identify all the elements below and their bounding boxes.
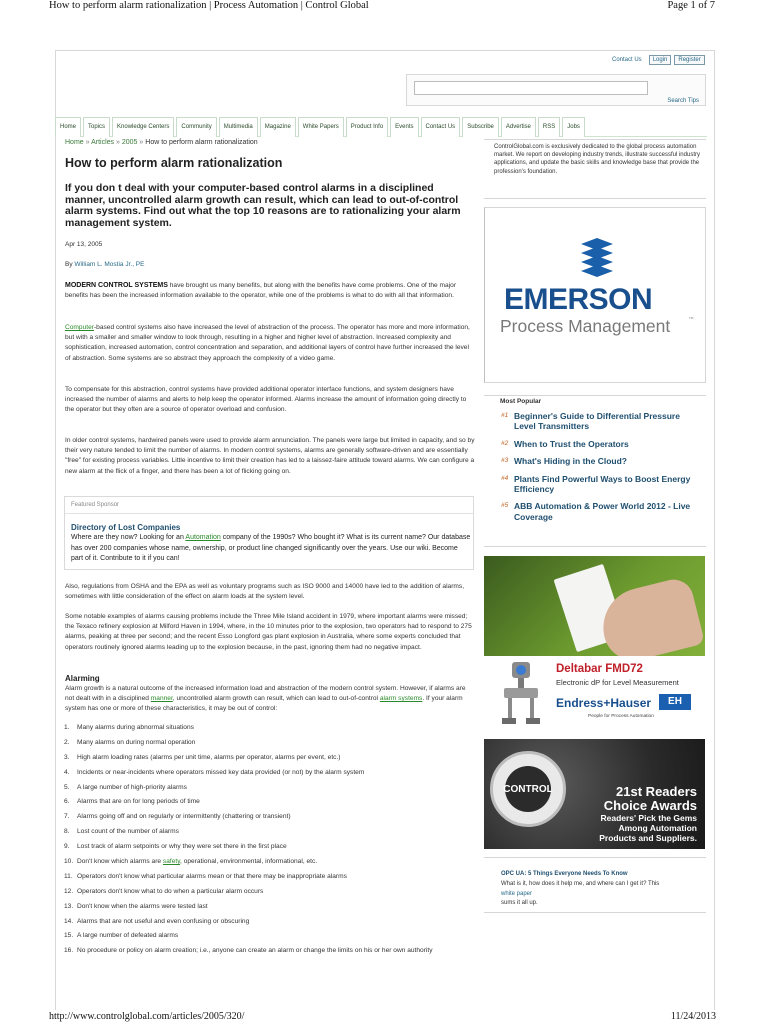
list-text: Lost count of the number of alarms: [77, 828, 179, 836]
list-number: 11.: [64, 872, 73, 880]
divider: [484, 139, 706, 140]
list-text: Operators don't know what to do when a particular alarm occurs: [77, 887, 264, 895]
list-text: Alarms going off and on regularly or intermittently (chattering or transient): [77, 813, 291, 821]
list-number: 2.: [64, 738, 70, 746]
list-item: [65, 918, 475, 926]
list-number: 3.: [64, 753, 70, 761]
awards-badge-icon: [490, 751, 566, 827]
list-text: Alarms that are not useful and even confusing or obscuring: [77, 917, 250, 925]
nav-product-info[interactable]: Product Info: [346, 117, 388, 137]
list-item: [65, 769, 475, 777]
popular-rank: #1: [501, 412, 509, 419]
hand-holding-paper-ad[interactable]: [484, 556, 705, 656]
list-text: A large number of high-priority alarms: [77, 783, 187, 791]
site-intro: ControlGlobal.com is exclusively dedicated to the global process automation market. We report on developing industry trends, illustrate successful industry applications, and update the basic skills and knowledge base that provide the profession's foundation.: [494, 144, 700, 175]
list-number: 8.: [64, 828, 70, 836]
awards-tagline: [599, 813, 697, 843]
list-item: [65, 724, 475, 732]
divider: [484, 395, 706, 396]
nav-contact-us[interactable]: Contact Us: [421, 117, 461, 137]
endress-hauser-brand: Endress+Hauser: [556, 696, 652, 710]
list-item: [65, 858, 475, 866]
list-number: 12.: [64, 887, 74, 895]
emerson-wordmark: EMERSON: [504, 283, 653, 316]
list-number: 16.: [64, 947, 74, 955]
list-text: , operational, environmental, informational, etc.: [180, 858, 318, 866]
nav-white-papers[interactable]: White Papers: [298, 117, 344, 137]
awards-line: Among Automation: [618, 823, 697, 833]
nav-knowledge-centers[interactable]: Knowledge Centers: [112, 117, 174, 137]
opc-text-a: What is it, how does it help me, and where can I get it? This: [501, 881, 660, 887]
badge-text: CONTROL: [503, 784, 553, 795]
popular-link[interactable]: When to Trust the Operators: [514, 438, 629, 449]
popular-item: [494, 439, 704, 449]
nav-multimedia[interactable]: Multimedia: [219, 117, 258, 137]
nav-jobs[interactable]: Jobs: [562, 117, 585, 137]
list-item: [65, 798, 475, 806]
sponsor-text-b: company of the 1990s? Who bought it? What is its current name? Our database has over 200 companies whose name, ownership, or product line changed significantly over the years. Use our wiki. Become part of it. Contribute to it if you can!: [71, 534, 471, 562]
most-popular-heading: Most Popular: [500, 398, 542, 405]
list-item: [65, 843, 475, 851]
list-text: No procedure or policy on alarm creation; i.e., anyone can create an alarm or change the limits on his or her own authority: [77, 947, 433, 955]
deltabar-title: Deltabar FMD72: [556, 663, 643, 675]
popular-rank: #3: [501, 457, 509, 465]
list-text: Many alarms during abnormal situations: [77, 724, 194, 731]
print-header: [0, 0, 768, 16]
list-number: 5.: [64, 783, 70, 791]
list-item: [65, 932, 475, 940]
awards-line: 21st Readers: [616, 784, 697, 799]
breadcrumb-current: How to perform alarm rationalization: [145, 139, 258, 146]
awards-line: Choice Awards: [603, 798, 697, 813]
awards-line: Products and Suppliers.: [599, 833, 697, 843]
deltabar-ad[interactable]: [484, 656, 705, 732]
popular-item: [494, 474, 704, 495]
paragraph-2: [65, 323, 475, 364]
author-link[interactable]: William L. Mostia Jr., PE: [74, 261, 145, 268]
search-tips-link[interactable]: Search Tips: [667, 98, 699, 104]
featured-sponsor-box: [64, 496, 474, 570]
search-input[interactable]: [414, 81, 648, 95]
list-number: 10.: [64, 858, 74, 866]
endress-hauser-tagline: People for Process Automation: [588, 714, 654, 719]
divider: [484, 912, 706, 913]
deltabar-subtitle: Electronic dP for Level Measurement: [556, 678, 679, 687]
byline: [65, 261, 144, 268]
nav-events[interactable]: Events: [390, 117, 418, 137]
popular-rank: #4: [501, 474, 509, 482]
most-popular: [494, 398, 704, 529]
emerson-subtitle: Process Management: [500, 316, 671, 336]
white-paper-link[interactable]: white paper: [501, 890, 533, 897]
hand-image: [595, 575, 705, 656]
paragraph-text: -based control systems also have increased the level of abstraction of the process. The operator has more and more information, but with a smaller and smaller window to look through, resulting in a higher and higher level of abstraction. Increased complexity and sophistication, increased automation, control concentration and separation, and additional layers of control have further increased the level of abstraction. Some systems are so abstract they approach the complexity of a video game.: [65, 324, 470, 362]
lead-in: MODERN CONTROL SYSTEMS: [65, 282, 168, 289]
popular-link[interactable]: ABB Automation & Power World 2012 - Live Coverage: [514, 501, 691, 522]
transmitter-device-icon: [498, 660, 544, 726]
divider: [484, 198, 706, 199]
alarm-characteristics-list: [65, 724, 475, 962]
list-number: 4.: [64, 768, 70, 776]
list-text: Alarms that are on for long periods of time: [77, 798, 200, 806]
paragraph-6: Some notable examples of alarms causing problems include the Three Mile Island accident in 1979, where important alarms were missed; the Texaco refinery explosion at Milford Haven in 1994, where, in the 10 minutes prior to the explosion, two operators had to respond to 275 alarms, peaking at three per second; and the recent Esso Longford gas plant explosion in Australia, where some experts concluded that operators routinely ignored alarms leading up to the explosion because, in the past, ignoring them had no negative impact.: [65, 613, 472, 651]
nav-rss[interactable]: RSS: [538, 117, 560, 137]
divider: [484, 546, 706, 547]
paragraph-3: To compensate for this abstraction, control systems have provided additional operator interface functions, and system designers have increased the number of alarms and alerts to help keep the operator informed. Alarms increase the amount of information going directly to the operator but they often are a source of operator overload and confusion.: [65, 386, 467, 414]
register-button[interactable]: Register: [674, 55, 704, 65]
paragraph-text: , uncontrolled alarm growth can result, which can lead to out-of-control: [172, 695, 380, 703]
popular-rank: #5: [501, 502, 509, 510]
print-footer: [0, 1011, 768, 1024]
print-footer-date: 11/24/2013: [670, 1011, 716, 1022]
breadcrumb-articles[interactable]: Articles: [91, 139, 115, 146]
popular-item: [494, 411, 704, 432]
list-text: Operators don't know what particular alarms mean or that there may be inappropriate alarms: [77, 872, 347, 880]
list-number: 15.: [64, 932, 74, 940]
readers-choice-awards-ad[interactable]: [484, 739, 705, 849]
sponsor-heading-link[interactable]: Directory of Lost Companies: [71, 523, 181, 532]
emerson-logo-icon: [577, 238, 617, 282]
print-footer-url: http://www.controlglobal.com/articles/2005/320/: [49, 1011, 245, 1022]
paragraph-5: Also, regulations from OSHA and the EPA as well as voluntary programs such as ISO 9000 and 14000 have led to the addition of alarms, sometimes with little consideration of the effect on alarm loads at the system level.: [65, 583, 465, 601]
alarm-systems-link[interactable]: alarm systems: [379, 695, 423, 703]
paragraph-text: Alarm growth is a natural outcome of the increased information load and abstraction of the modern control system. However, if alarms are not dealt with in a disciplined: [65, 685, 466, 703]
list-item: [65, 813, 475, 821]
search-box: [406, 74, 706, 106]
breadcrumb-separator: »: [116, 139, 120, 146]
breadcrumb-home[interactable]: Home: [65, 139, 84, 146]
list-number: 9.: [64, 843, 70, 851]
paragraph-text: have brought us many benefits, but along with the benefits have come problems. One of the major benefits has been the increased information available to the operator, while one of the problems is what to do with all that information.: [65, 282, 457, 300]
breadcrumb: [65, 139, 258, 146]
print-header-page: Page 1 of 7: [667, 0, 715, 11]
breadcrumb-year[interactable]: 2005: [121, 139, 138, 146]
popular-item: [494, 501, 704, 522]
list-number: 6.: [64, 798, 70, 806]
list-number: 14.: [64, 917, 74, 925]
login-button[interactable]: Login: [649, 55, 672, 65]
list-item: [65, 888, 475, 896]
sponsor-text-a: Where are they now? Looking for an: [71, 534, 186, 541]
opc-text-b: sums it all up.: [501, 900, 538, 906]
list-item: [65, 739, 475, 747]
list-item: [65, 784, 475, 792]
list-text: High alarm loading rates (alarms per unit time, alarms per operator, alarms per event, etc.): [77, 753, 341, 761]
list-text: Many alarms on during normal operation: [77, 738, 196, 746]
paragraph-4: In older control systems, hardwired panels were used to provide alarm annunciation. The panels were large but limited in capacity, and so by their very nature tended to limit the number of alarms. In modern control systems, alarms are generally software-driven and are essentially "free" for existing process variables. Little incentive to limit their creation has led to a laissez-faire attitude toward alarms. We can configure a new alarm at the flick of a finger, and there has been a lot of flicking going on.: [65, 437, 475, 475]
computer-link[interactable]: Computer: [65, 324, 94, 331]
emerson-trademark: TM: [689, 316, 694, 320]
list-text: Incidents or near-incidents where operators missed key data provided (or not) by the alarm system: [77, 768, 365, 776]
list-number: 1.: [64, 724, 70, 731]
opc-ua-promo: [494, 862, 704, 909]
awards-title: [604, 785, 697, 813]
article-dek: If you don t deal with your computer-based control alarms in a disciplined manner, uncontrolled alarm growth can result, which can lead to out-of-control alarm systems. Find out what the top 10 reasons are to rationalizing your alarm management system.: [65, 182, 461, 229]
nav-magazine[interactable]: Magazine: [260, 117, 296, 137]
breadcrumb-separator: »: [139, 139, 144, 146]
nav-advertise[interactable]: Advertise: [501, 117, 536, 137]
divider: [484, 857, 706, 858]
print-header-title: How to perform alarm rationalization | Process Automation | Control Global: [49, 0, 369, 11]
section-heading-alarming: Alarming: [65, 674, 100, 683]
paragraph-text: . If your alarm system has one or more of these characteristics, it may be out of control:: [65, 695, 463, 713]
account-bar: [612, 55, 705, 65]
divider: [65, 513, 473, 514]
contact-us-link[interactable]: Contact Us: [612, 57, 642, 63]
list-text: Lost track of alarm setpoints or why they were set there in the first place: [77, 843, 287, 851]
popular-link[interactable]: Plants Find Powerful Ways to Boost Energy Efficiency: [514, 473, 691, 495]
nav-subscribe[interactable]: Subscribe: [462, 117, 499, 137]
list-text: Don't know when the alarms were tested last: [77, 902, 208, 910]
popular-link[interactable]: What's Hiding in the Cloud?: [514, 456, 627, 467]
safety-link[interactable]: safety: [162, 858, 181, 866]
list-item: [65, 828, 475, 836]
sponsor-text: [71, 533, 471, 565]
featured-sponsor-label: Featured Sponsor: [71, 502, 120, 508]
list-item: [65, 873, 475, 881]
popular-link[interactable]: Beginner's Guide to Differential Pressure Level Transmitters: [514, 411, 680, 432]
nav-home[interactable]: Home: [55, 117, 81, 137]
awards-line: Readers' Pick the Gems: [600, 813, 697, 823]
list-item: [65, 947, 475, 955]
nav-topics[interactable]: Topics: [83, 117, 110, 137]
page-title: How to perform alarm rationalization: [65, 156, 283, 170]
opc-ua-text: [494, 880, 704, 909]
nav-community[interactable]: Community: [176, 117, 216, 137]
list-text: A large number of defeated alarms: [77, 932, 179, 940]
list-text: Don't know which alarms are: [77, 858, 163, 866]
popular-rank: #2: [501, 439, 509, 447]
article-date: Apr 13, 2005: [65, 241, 103, 248]
opc-ua-heading-link[interactable]: OPC UA: 5 Things Everyone Needs To Know: [501, 871, 628, 877]
manner-link[interactable]: manner: [150, 695, 173, 703]
list-item: [65, 754, 475, 762]
main-nav: [55, 117, 707, 137]
automation-link[interactable]: Automation: [185, 534, 221, 541]
breadcrumb-separator: »: [85, 139, 90, 146]
emerson-ad[interactable]: [484, 207, 706, 383]
popular-item: [494, 456, 704, 466]
paragraph-1: [65, 281, 475, 301]
list-number: 7.: [64, 813, 70, 821]
list-number: 13.: [64, 902, 74, 910]
byline-by: By: [65, 261, 73, 268]
paragraph-7: [65, 684, 475, 715]
endress-hauser-logo: EH: [659, 694, 691, 710]
list-item: [65, 903, 475, 911]
